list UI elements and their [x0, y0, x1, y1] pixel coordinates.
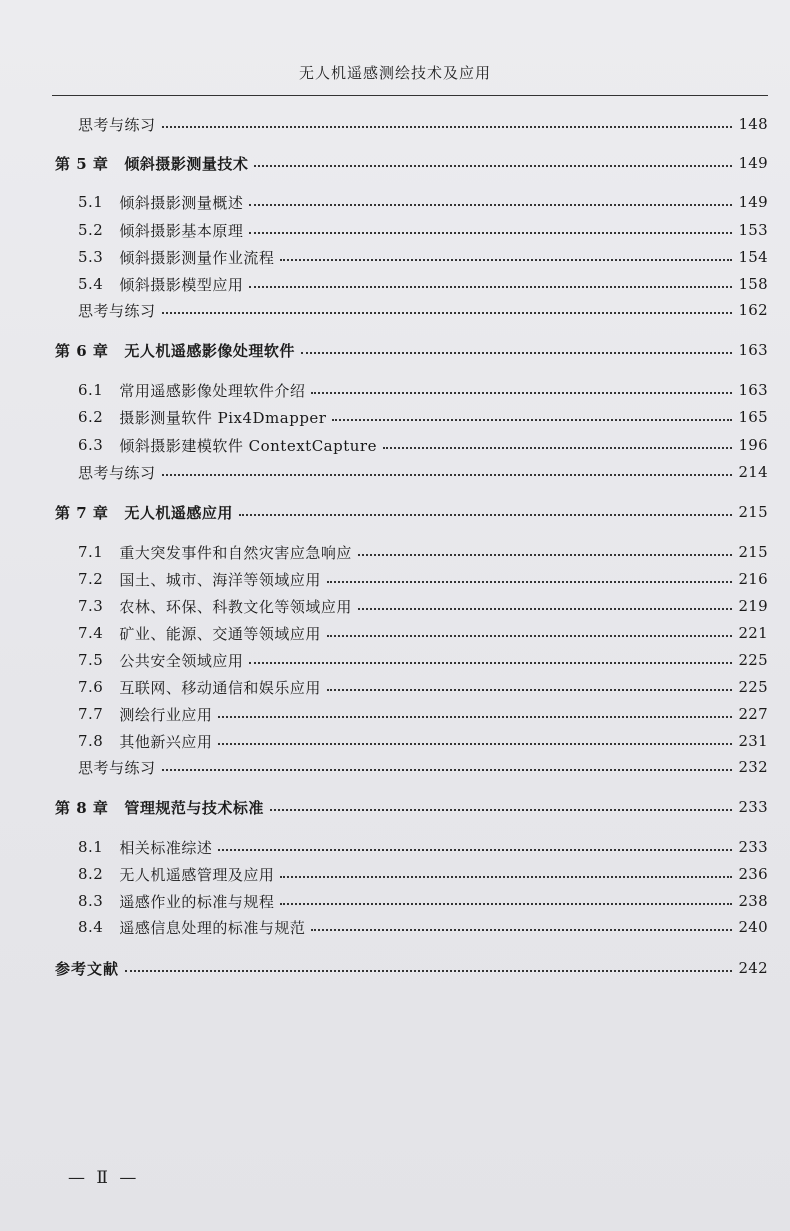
dot-leader [311, 929, 732, 931]
dot-leader [280, 903, 732, 905]
section-number: 8.4 [78, 918, 104, 936]
page-number: 163 [738, 381, 768, 399]
chapter-title: 无人机遥感应用 [124, 503, 233, 522]
page-number: 231 [738, 732, 768, 750]
running-header: 无人机遥感测绘技术及应用 [298, 64, 491, 82]
chapter-title: 无人机遥感影像处理软件 [124, 341, 295, 360]
page-number: 225 [738, 678, 768, 696]
dot-leader [301, 352, 732, 354]
dot-leader [358, 554, 732, 556]
page-number: 153 [738, 221, 768, 239]
section-title: 公共安全领域应用 [119, 651, 244, 670]
dot-leader [332, 419, 732, 421]
toc-entry-section [0, 244, 790, 270]
chapter-number: 第 6 章 [55, 341, 109, 360]
dot-leader [218, 849, 732, 851]
page-number: 154 [738, 248, 768, 266]
toc-entry-exercise [0, 459, 790, 485]
dot-leader [239, 514, 732, 516]
section-title: 测绘行业应用 [119, 705, 213, 724]
section-title: 无人机遥感管理及应用 [119, 865, 275, 884]
dot-leader [218, 743, 732, 745]
page-number: 214 [738, 463, 768, 481]
dot-leader [125, 970, 732, 972]
section-number: 7.2 [78, 570, 104, 588]
page-number: 236 [738, 865, 768, 883]
page-number: 221 [738, 624, 768, 642]
toc-entry-section [0, 701, 790, 727]
page-number: 163 [738, 341, 768, 359]
dot-leader [383, 447, 732, 449]
section-number: 5.3 [78, 248, 104, 266]
page-folio: — Ⅱ — [68, 1168, 140, 1188]
page-number: 215 [738, 543, 768, 561]
page-number: 148 [738, 115, 768, 133]
exercise-title: 思考与练习 [78, 301, 156, 320]
chapter-number: 第 5 章 [55, 154, 109, 173]
section-title: 遥感作业的标准与规程 [119, 892, 275, 911]
header-rule [52, 95, 768, 96]
section-title: 倾斜摄影建模软件 ContextCapture [119, 436, 377, 455]
section-number: 5.2 [78, 221, 104, 239]
toc-entry-exercise [0, 111, 790, 137]
section-title: 其他新兴应用 [119, 732, 213, 751]
page-number: 242 [738, 959, 768, 977]
dot-leader [311, 392, 732, 394]
toc-entry-section [0, 861, 790, 887]
page-number: 162 [738, 301, 768, 319]
toc-entry-section [0, 377, 790, 403]
dot-leader [162, 126, 732, 128]
section-number: 5.1 [78, 193, 104, 211]
page-number: 158 [738, 275, 768, 293]
toc-entry-section [0, 217, 790, 243]
section-title: 倾斜摄影测量概述 [119, 193, 244, 212]
section-title: 倾斜摄影模型应用 [119, 275, 244, 294]
page-number: 232 [738, 758, 768, 776]
section-number: 8.1 [78, 838, 104, 856]
section-title: 相关标准综述 [119, 838, 213, 857]
toc-entry-section [0, 620, 790, 646]
toc-entry-exercise [0, 297, 790, 323]
exercise-title: 思考与练习 [78, 463, 156, 482]
toc-entry-refs [0, 955, 790, 981]
toc-entry-section [0, 674, 790, 700]
dot-leader [249, 286, 732, 288]
page-number: 216 [738, 570, 768, 588]
dot-leader [327, 635, 732, 637]
toc-entry-section [0, 404, 790, 430]
section-title: 互联网、移动通信和娱乐应用 [119, 678, 321, 697]
page-number: 238 [738, 892, 768, 910]
section-title: 倾斜摄影测量作业流程 [119, 248, 275, 267]
toc-entry-chapter [0, 150, 790, 176]
section-number: 7.7 [78, 705, 104, 723]
toc-entry-chapter [0, 499, 790, 525]
dot-leader [249, 662, 732, 664]
exercise-title: 思考与练习 [78, 115, 156, 134]
toc-entry-chapter [0, 337, 790, 363]
section-title: 矿业、能源、交通等领域应用 [119, 624, 321, 643]
dot-leader [280, 876, 732, 878]
section-title: 倾斜摄影基本原理 [119, 221, 244, 240]
section-title: 摄影测量软件 Pix4Dmapper [119, 408, 327, 427]
page-number: 225 [738, 651, 768, 669]
dot-leader [162, 769, 732, 771]
page-number: 149 [738, 154, 768, 172]
dot-leader [162, 474, 732, 476]
page-number: 233 [738, 838, 768, 856]
dot-leader [327, 689, 732, 691]
dot-leader [254, 165, 732, 167]
section-number: 7.5 [78, 651, 104, 669]
dot-leader [249, 204, 732, 206]
toc-entry-section [0, 593, 790, 619]
section-title: 国土、城市、海洋等领域应用 [119, 570, 321, 589]
toc-entry-section [0, 189, 790, 215]
section-title: 农林、环保、科教文化等领域应用 [119, 597, 352, 616]
section-title: 遥感信息处理的标准与规范 [119, 918, 306, 937]
dot-leader [280, 259, 732, 261]
toc-entry-section [0, 647, 790, 673]
toc-entry-section [0, 834, 790, 860]
section-number: 8.2 [78, 865, 104, 883]
chapter-number: 第 8 章 [55, 798, 109, 817]
toc-entry-section [0, 888, 790, 914]
dot-leader [358, 608, 732, 610]
toc-entry-exercise [0, 754, 790, 780]
dot-leader [270, 809, 732, 811]
section-number: 7.3 [78, 597, 104, 615]
toc-entry-section [0, 914, 790, 940]
toc-entry-section [0, 432, 790, 458]
dot-leader [327, 581, 732, 583]
chapter-number: 第 7 章 [55, 503, 109, 522]
section-number: 5.4 [78, 275, 104, 293]
page-number: 233 [738, 798, 768, 816]
toc-entry-section [0, 728, 790, 754]
section-number: 7.1 [78, 543, 104, 561]
section-number: 6.2 [78, 408, 104, 426]
dot-leader [162, 312, 732, 314]
chapter-title: 管理规范与技术标准 [124, 798, 264, 817]
section-number: 7.8 [78, 732, 104, 750]
section-number: 8.3 [78, 892, 104, 910]
page-number: 240 [738, 918, 768, 936]
page-number: 196 [738, 436, 768, 454]
toc-entry-chapter [0, 794, 790, 820]
toc-entry-section [0, 539, 790, 565]
dot-leader [249, 232, 732, 234]
section-number: 7.6 [78, 678, 104, 696]
section-title: 重大突发事件和自然灾害应急响应 [119, 543, 352, 562]
exercise-title: 思考与练习 [78, 758, 156, 777]
page-number: 215 [738, 503, 768, 521]
section-number: 7.4 [78, 624, 104, 642]
toc-entry-section [0, 271, 790, 297]
page-number: 149 [738, 193, 768, 211]
page-number: 165 [738, 408, 768, 426]
section-number: 6.1 [78, 381, 104, 399]
page-number: 219 [738, 597, 768, 615]
toc-entry-section [0, 566, 790, 592]
dot-leader [218, 716, 732, 718]
section-number: 6.3 [78, 436, 104, 454]
chapter-title: 倾斜摄影测量技术 [124, 154, 249, 173]
page-number: 227 [738, 705, 768, 723]
refs-title: 参考文献 [55, 959, 120, 978]
section-title: 常用遥感影像处理软件介绍 [119, 381, 306, 400]
